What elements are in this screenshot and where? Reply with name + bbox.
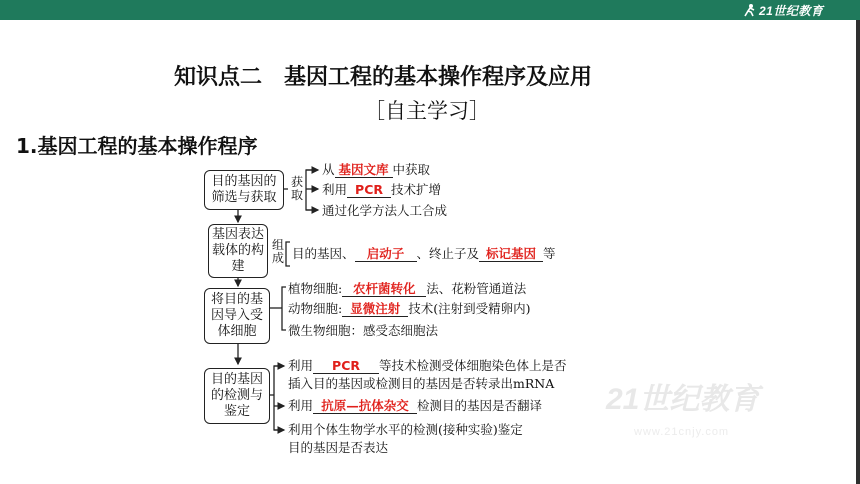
s3-item-microbe: 微生物细胞：感受态细胞法 bbox=[288, 323, 439, 338]
page-subtitle: ［自主学习］ bbox=[364, 99, 490, 123]
section-heading: 1.基因工程的基本操作程序 bbox=[16, 134, 258, 158]
step-box-vector-construction bbox=[208, 224, 268, 278]
slide-edge bbox=[856, 20, 860, 484]
s1-item-synthesis: 通过化学方法人工合成 bbox=[322, 203, 448, 218]
logo-text: 21世纪教育 bbox=[759, 3, 824, 18]
s1-item-library: 从 基因文库 中获取 bbox=[322, 162, 431, 177]
top-bar bbox=[0, 0, 860, 20]
s4-item-pcr-line1: 利用 PCR 等技术检测受体细胞染色体上是否 bbox=[288, 358, 567, 373]
s2-components: 目的基因、 启动子 、终止子及 标记基因 等 bbox=[292, 246, 556, 261]
step-box-introduction bbox=[204, 288, 270, 344]
watermark-url: www.21cnjy.com bbox=[634, 426, 730, 438]
answer-antigen-antibody: 抗原—抗体杂交 bbox=[321, 398, 409, 413]
answer-agrobacterium: 农杆菌转化 bbox=[352, 281, 416, 296]
s3-item-animal: 动物细胞: 显微注射 技术(注射到受精卵内) bbox=[288, 301, 531, 316]
answer-pcr: PCR bbox=[355, 182, 383, 197]
answer-gene-library: 基因文库 bbox=[338, 162, 389, 177]
s4-item-antibody: 利用 抗原—抗体杂交 检测目的基因是否翻译 bbox=[288, 398, 543, 413]
s4-item-individual-line1: 利用个体生物学水平的检测(接种实验)鉴定 bbox=[288, 422, 523, 437]
runner-icon bbox=[742, 3, 756, 17]
brand-logo bbox=[742, 2, 823, 18]
brace-label-compose: 组成 bbox=[272, 238, 285, 265]
s4-item-individual-line2: 目的基因是否表达 bbox=[288, 440, 389, 455]
step-label: 基因表达载体的构建 bbox=[211, 227, 264, 274]
step-box-screening bbox=[204, 170, 284, 210]
brace-label-get: 获取 bbox=[291, 175, 304, 202]
step-box-detection bbox=[204, 368, 270, 424]
watermark: 21世纪教育 bbox=[606, 383, 760, 416]
s3-item-plant: 植物细胞: 农杆菌转化 法、花粉管通道法 bbox=[288, 281, 527, 296]
answer-pcr-detect: PCR bbox=[332, 358, 360, 373]
s4-item-pcr-line2: 插入目的基因或检测目的基因是否转录出mRNA bbox=[288, 376, 555, 391]
step-label: 将目的基因导入受体细胞 bbox=[210, 292, 263, 339]
answer-microinjection: 显微注射 bbox=[350, 301, 401, 316]
answer-marker-gene: 标记基因 bbox=[486, 246, 537, 261]
s1-item-pcr: 利用 PCR 技术扩增 bbox=[322, 182, 442, 197]
step-label: 目的基因的筛选与获取 bbox=[211, 174, 277, 205]
page-title: 知识点二 基因工程的基本操作程序及应用 bbox=[174, 65, 593, 90]
step-label: 目的基因的检测与鉴定 bbox=[210, 372, 263, 419]
answer-promoter: 启动子 bbox=[366, 246, 405, 261]
